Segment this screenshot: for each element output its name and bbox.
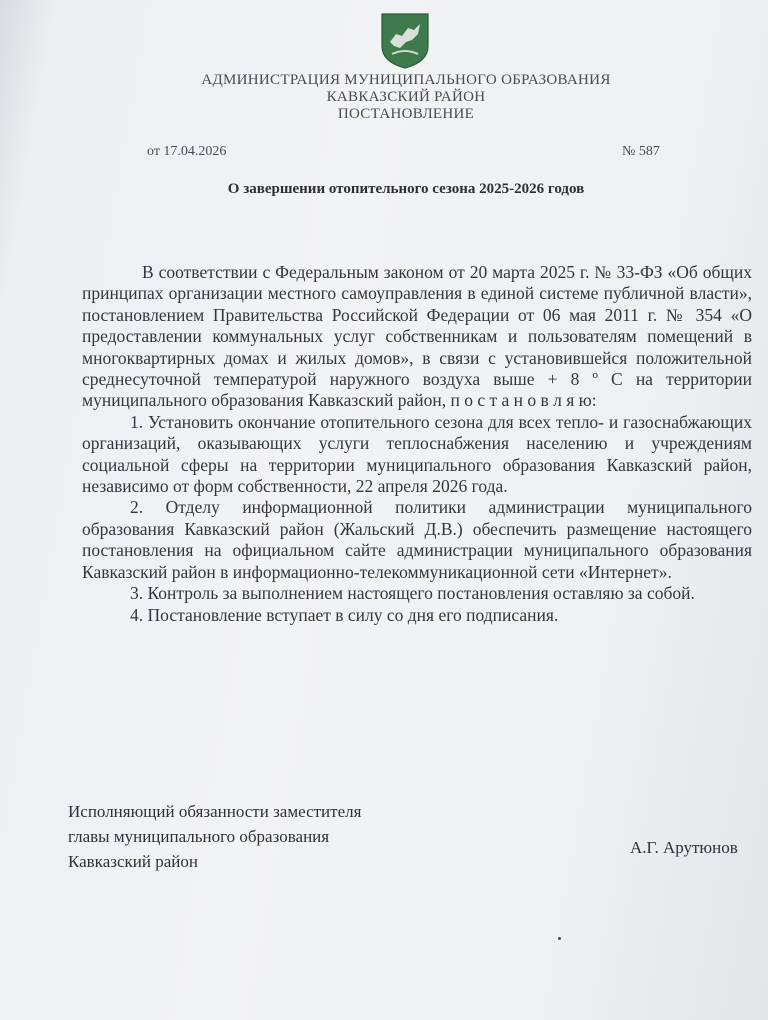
resolution-item-2: 2. Отделу информационной политики администрации муниципального образования Кавказский район (Жальский Д.В.) обеспечить размещение настоящего постановления на официальном сайте администрации муниципального образования Кавказский район в информационно-телекоммуникационной сети «Интернет».	[82, 497, 752, 582]
resolution-item-1: 1. Установить окончание отопительного сезона для всех тепло- и газоснабжающих организаций, оказывающих услуги теплоснабжения населению и учреждениям социальной сферы на территории муниципального образования Кавказский район, независимо от форм собственности, 22 апреля 2026 года.	[82, 411, 752, 497]
resolution-item-4: 4. Постановление вступает в силу со дня его подписания.	[130, 604, 559, 625]
document-title: О завершении отопительного сезона 2025-2026 годов	[227, 181, 585, 197]
signer-name: А.Г. Арутюнов	[630, 838, 738, 857]
preamble-paragraph: В соответствии с Федеральным законом от 20 марта 2025 г. № 33-ФЗ «Об общих принципах организации местного самоуправления в единой системе публичной власти», постановлением Правительства Российской Федерации от 06 мая 2011 г. № 354 «О предоставлении коммунальных услуг собственникам и пользователям помещений в многоквартирных домах и жилых домов», в связи с установившейся положительной среднесуточной температурой наружного воздуха выше + 8 º С на территории муниципального образования Кавказский район, п о с т а н о в л я ю:	[82, 262, 752, 411]
paper-mark	[558, 937, 561, 940]
coat-of-arms-icon	[380, 12, 430, 70]
header-line-doc-type: ПОСТАНОВЛЕНИЕ	[337, 106, 475, 122]
signer-position-line-3: Кавказский район	[68, 852, 198, 871]
signer-position-line-1: Исполняющий обязанности заместителя	[68, 802, 362, 821]
resolution-item-3: 3. Контроль за выполнением настоящего постановления оставляю за собой.	[130, 583, 695, 604]
document-header	[150, 72, 662, 123]
signature-block	[68, 799, 361, 874]
document-body	[82, 262, 752, 626]
header-line-administration: АДМИНИСТРАЦИЯ МУНИЦИПАЛЬНОГО ОБРАЗОВАНИЯ	[201, 72, 611, 88]
header-line-district: КАВКАЗСКИЙ РАЙОН	[326, 89, 486, 105]
document-date: от 17.04.2026	[147, 144, 227, 159]
document-number: № 587	[622, 144, 660, 159]
signer-position-line-2: главы муниципального образования	[68, 827, 330, 846]
